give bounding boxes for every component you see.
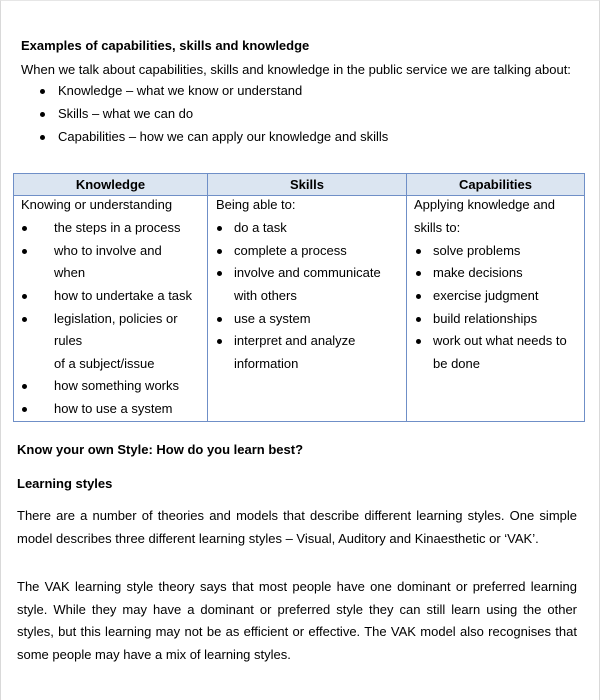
column-divider [207, 174, 208, 421]
bullet-icon [416, 249, 421, 254]
bullet-icon [22, 294, 27, 299]
header-capabilities: Capabilities [459, 177, 532, 192]
bullet-icon [217, 226, 222, 231]
bullet-icon [416, 339, 421, 344]
capabilities-lead-continued: skills to: [414, 220, 461, 235]
bullet-icon [40, 112, 45, 117]
skills-lead: Being able to: [216, 197, 296, 212]
bullet-icon [40, 135, 45, 140]
bullet-icon [217, 317, 222, 322]
examples-intro: When we talk about capabilities, skills and knowledge in the public service we are talking about: [21, 62, 571, 77]
bullet-icon [22, 226, 27, 231]
bullet-icon [22, 384, 27, 389]
list-item: how to use a system [54, 401, 173, 416]
list-item: interpret and analyze [234, 333, 356, 348]
examples-bullet-capabilities: Capabilities – how we can apply our knowledge and skills [58, 129, 389, 144]
examples-bullet-skills: Skills – what we can do [58, 106, 194, 121]
learning-styles-paragraph-2: The VAK learning style theory says that most people have one dominant or preferred learning style. While they may have a dominant or preferred style they can still learn using the other styles, but this learning may not be as efficient or effective. The VAK model also recognises that some people may have a mix of learning styles. [17, 579, 577, 662]
header-knowledge: Knowledge [75, 177, 146, 192]
list-item: solve problems [433, 243, 521, 258]
header-skills: Skills [290, 177, 324, 192]
learning-styles-paragraph-1: There are a number of theories and models that describe different learning styles. One simple model describes three different learning styles – Visual, Auditory and Kinaesthetic or ‘VAK’. [17, 508, 577, 546]
list-item-continued: when [54, 265, 86, 280]
list-item-continued: information [234, 356, 299, 371]
list-item: make decisions [433, 265, 523, 280]
list-item-continued: with others [234, 288, 297, 303]
examples-bullet-knowledge: Knowledge – what we know or understand [58, 83, 303, 98]
list-item: involve and communicate [234, 265, 381, 280]
style-heading: Know your own Style: How do you learn best? [17, 442, 304, 457]
list-item: who to involve and [54, 243, 162, 258]
bullet-icon [217, 249, 222, 254]
bullet-icon [40, 89, 45, 94]
list-item: the steps in a process [54, 220, 181, 235]
list-item: how to undertake a task [54, 288, 193, 303]
examples-heading: Examples of capabilities, skills and knowledge [21, 38, 310, 53]
learning-styles-subheading: Learning styles [17, 476, 113, 491]
capabilities-lead: Applying knowledge and [414, 197, 555, 212]
list-item: exercise judgment [433, 288, 539, 303]
capabilities-table [13, 173, 585, 422]
list-item: complete a process [234, 243, 347, 258]
list-item: do a task [234, 220, 287, 235]
bullet-icon [22, 407, 27, 412]
bullet-icon [217, 271, 222, 276]
list-item: how something works [54, 378, 179, 393]
column-divider [406, 174, 407, 421]
list-item: legislation, policies or [54, 311, 178, 326]
bullet-icon [416, 317, 421, 322]
list-item: build relationships [433, 311, 538, 326]
bullet-icon [416, 271, 421, 276]
list-item-continued: rules [54, 333, 83, 348]
knowledge-lead: Knowing or understanding [21, 197, 173, 212]
list-item: work out what needs to [433, 333, 567, 348]
bullet-icon [416, 294, 421, 299]
list-item-continued: of a subject/issue [54, 356, 155, 371]
bullet-icon [217, 339, 222, 344]
list-item-continued: be done [433, 356, 480, 371]
bullet-icon [22, 317, 27, 322]
list-item: use a system [234, 311, 311, 326]
bullet-icon [22, 249, 27, 254]
